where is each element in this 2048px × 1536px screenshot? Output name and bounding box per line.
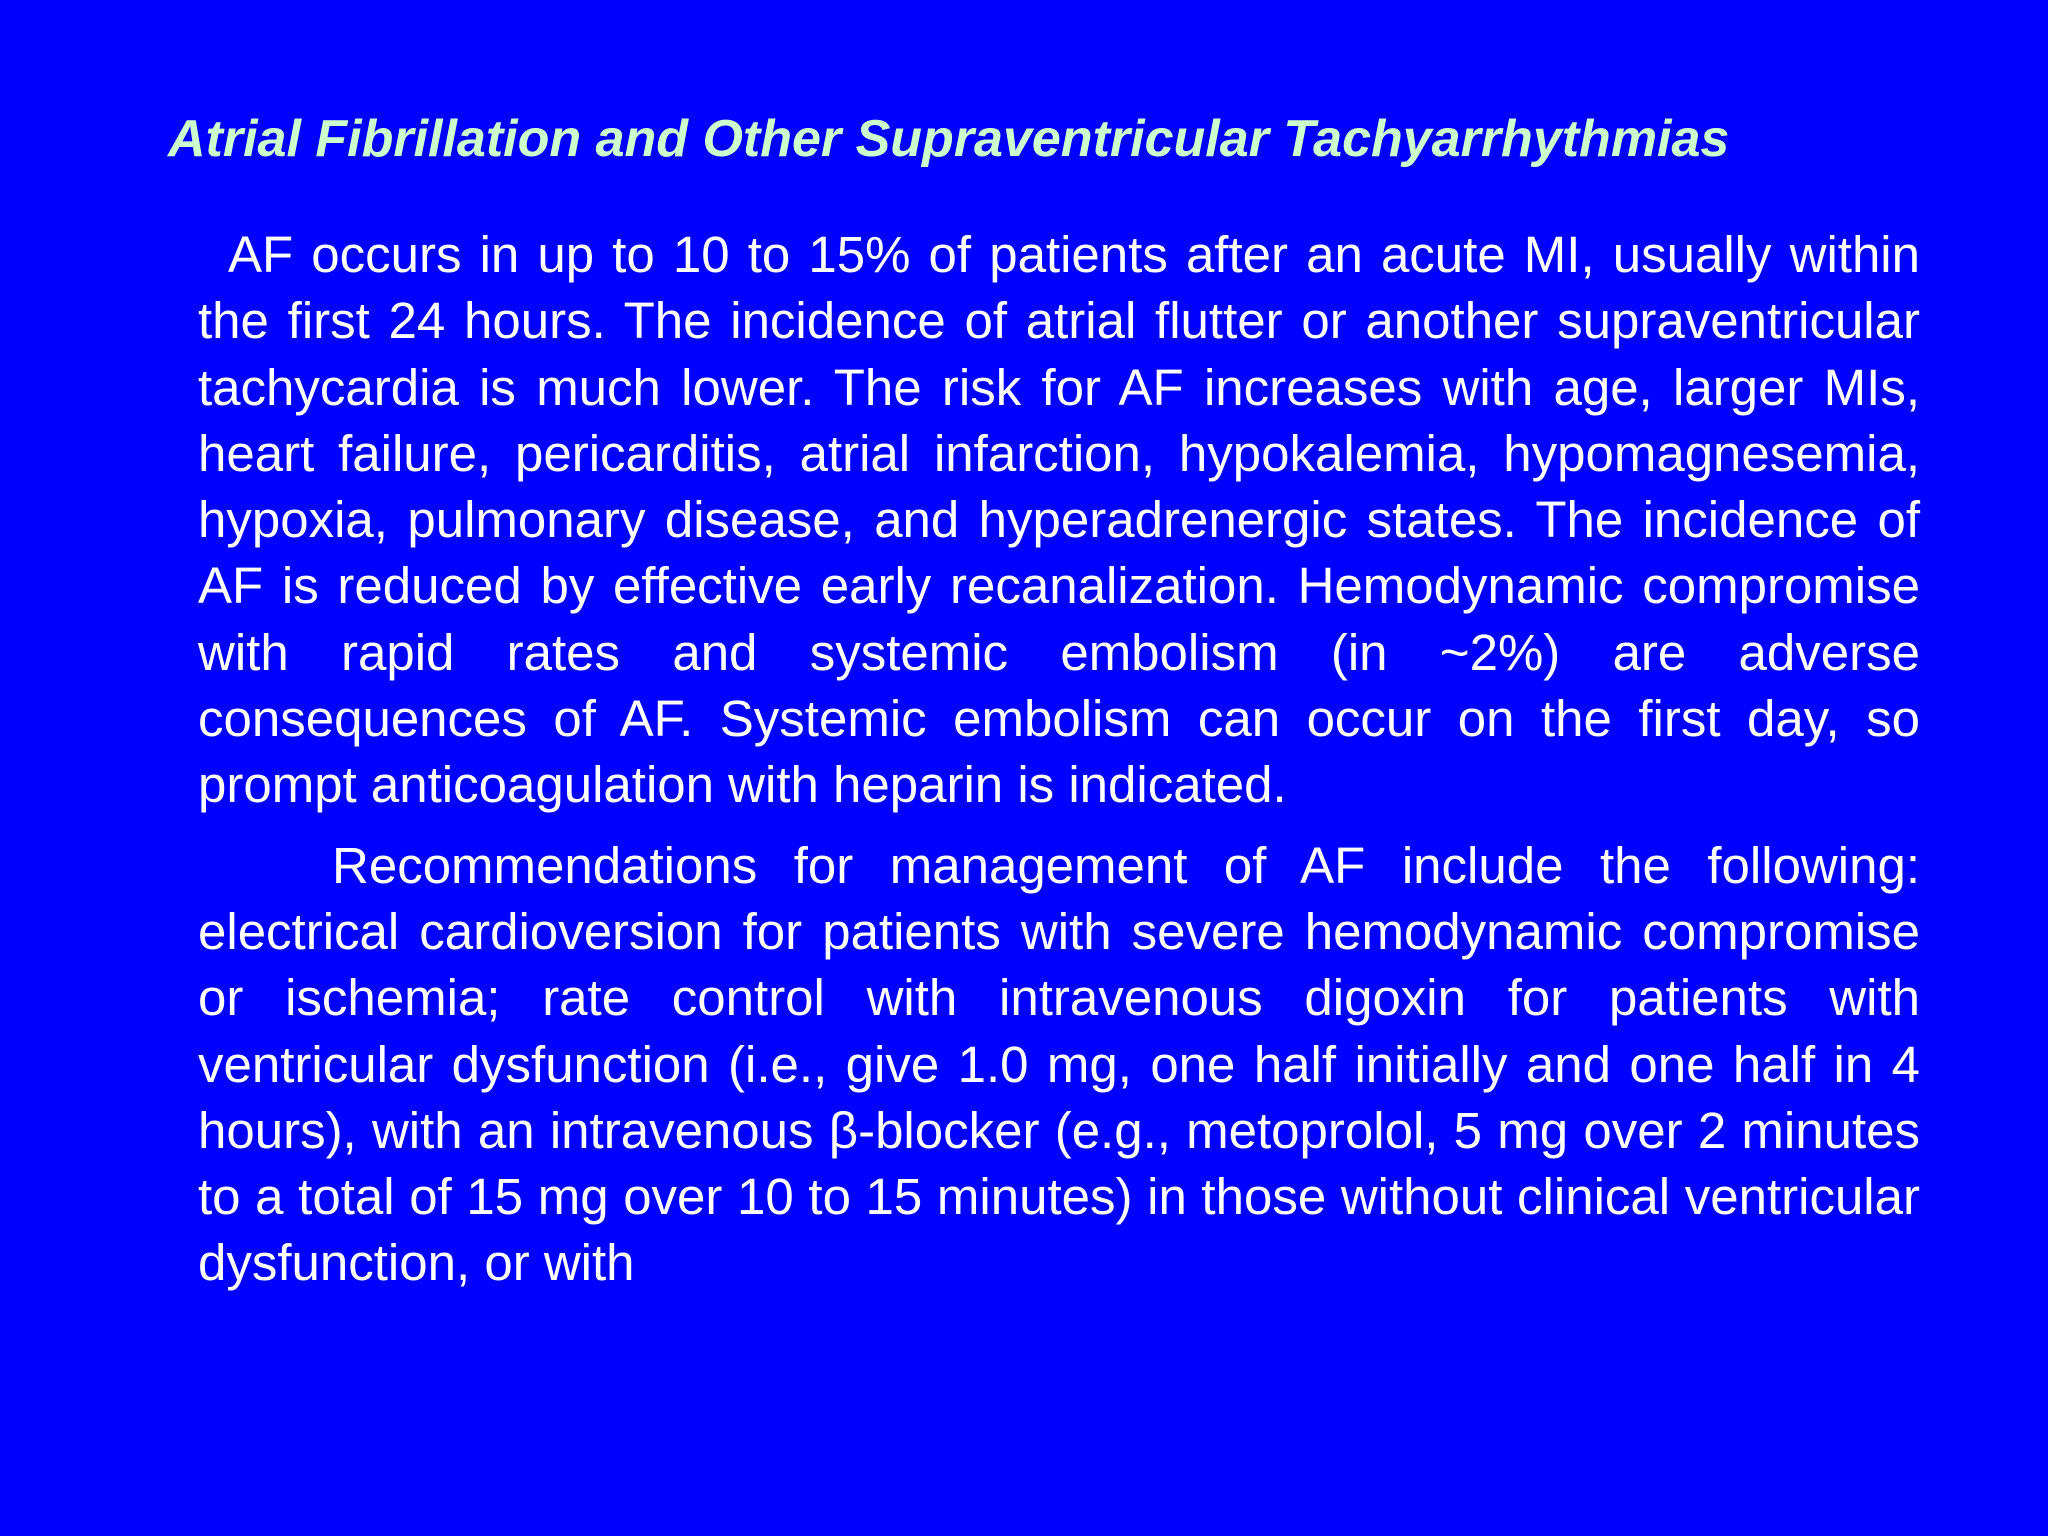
body-paragraph-af-occurrence: AF occurs in up to 10 to 15% of patients after an acute MI, usually within the first 24 hours. The incidence of atrial flutter or another supraventricular tachycardia is much lower. The risk for AF increases with age, larger MIs, heart failure, pericarditis, atrial infarction, hypokalemia, hypomagnesemia, hypoxia, pulmonary disease, and hyperadrenergic states. The incidence of AF is reduced by effective early recanalization. Hemodynamic compromise with rapid rates and systemic embolism (in ~2%) are adverse consequences of AF. Systemic embolism can occur on the first day, so prompt anticoagulation with heparin is indicated. xyxy=(198,226,1920,814)
slide-title: Atrial Fibrillation and Other Supraventricular Tachyarrhythmias xyxy=(168,110,1730,168)
body-paragraph-af-management: Recommendations for management of AF include the following: electrical cardioversion for patients with severe hemodynamic compromise or ischemia; rate control with intravenous digoxin for patients with ventricular dysfunction (i.e., give 1.0 mg, one half initially and one half in 4 hours), with an intravenous β-blocker (e.g., metoprolol, 5 mg over 2 minutes to a total of 15 mg over 10 to 15 minutes) in those without clinical ventricular dysfunction, or with xyxy=(198,836,1920,1292)
slide-body xyxy=(198,222,1920,1297)
